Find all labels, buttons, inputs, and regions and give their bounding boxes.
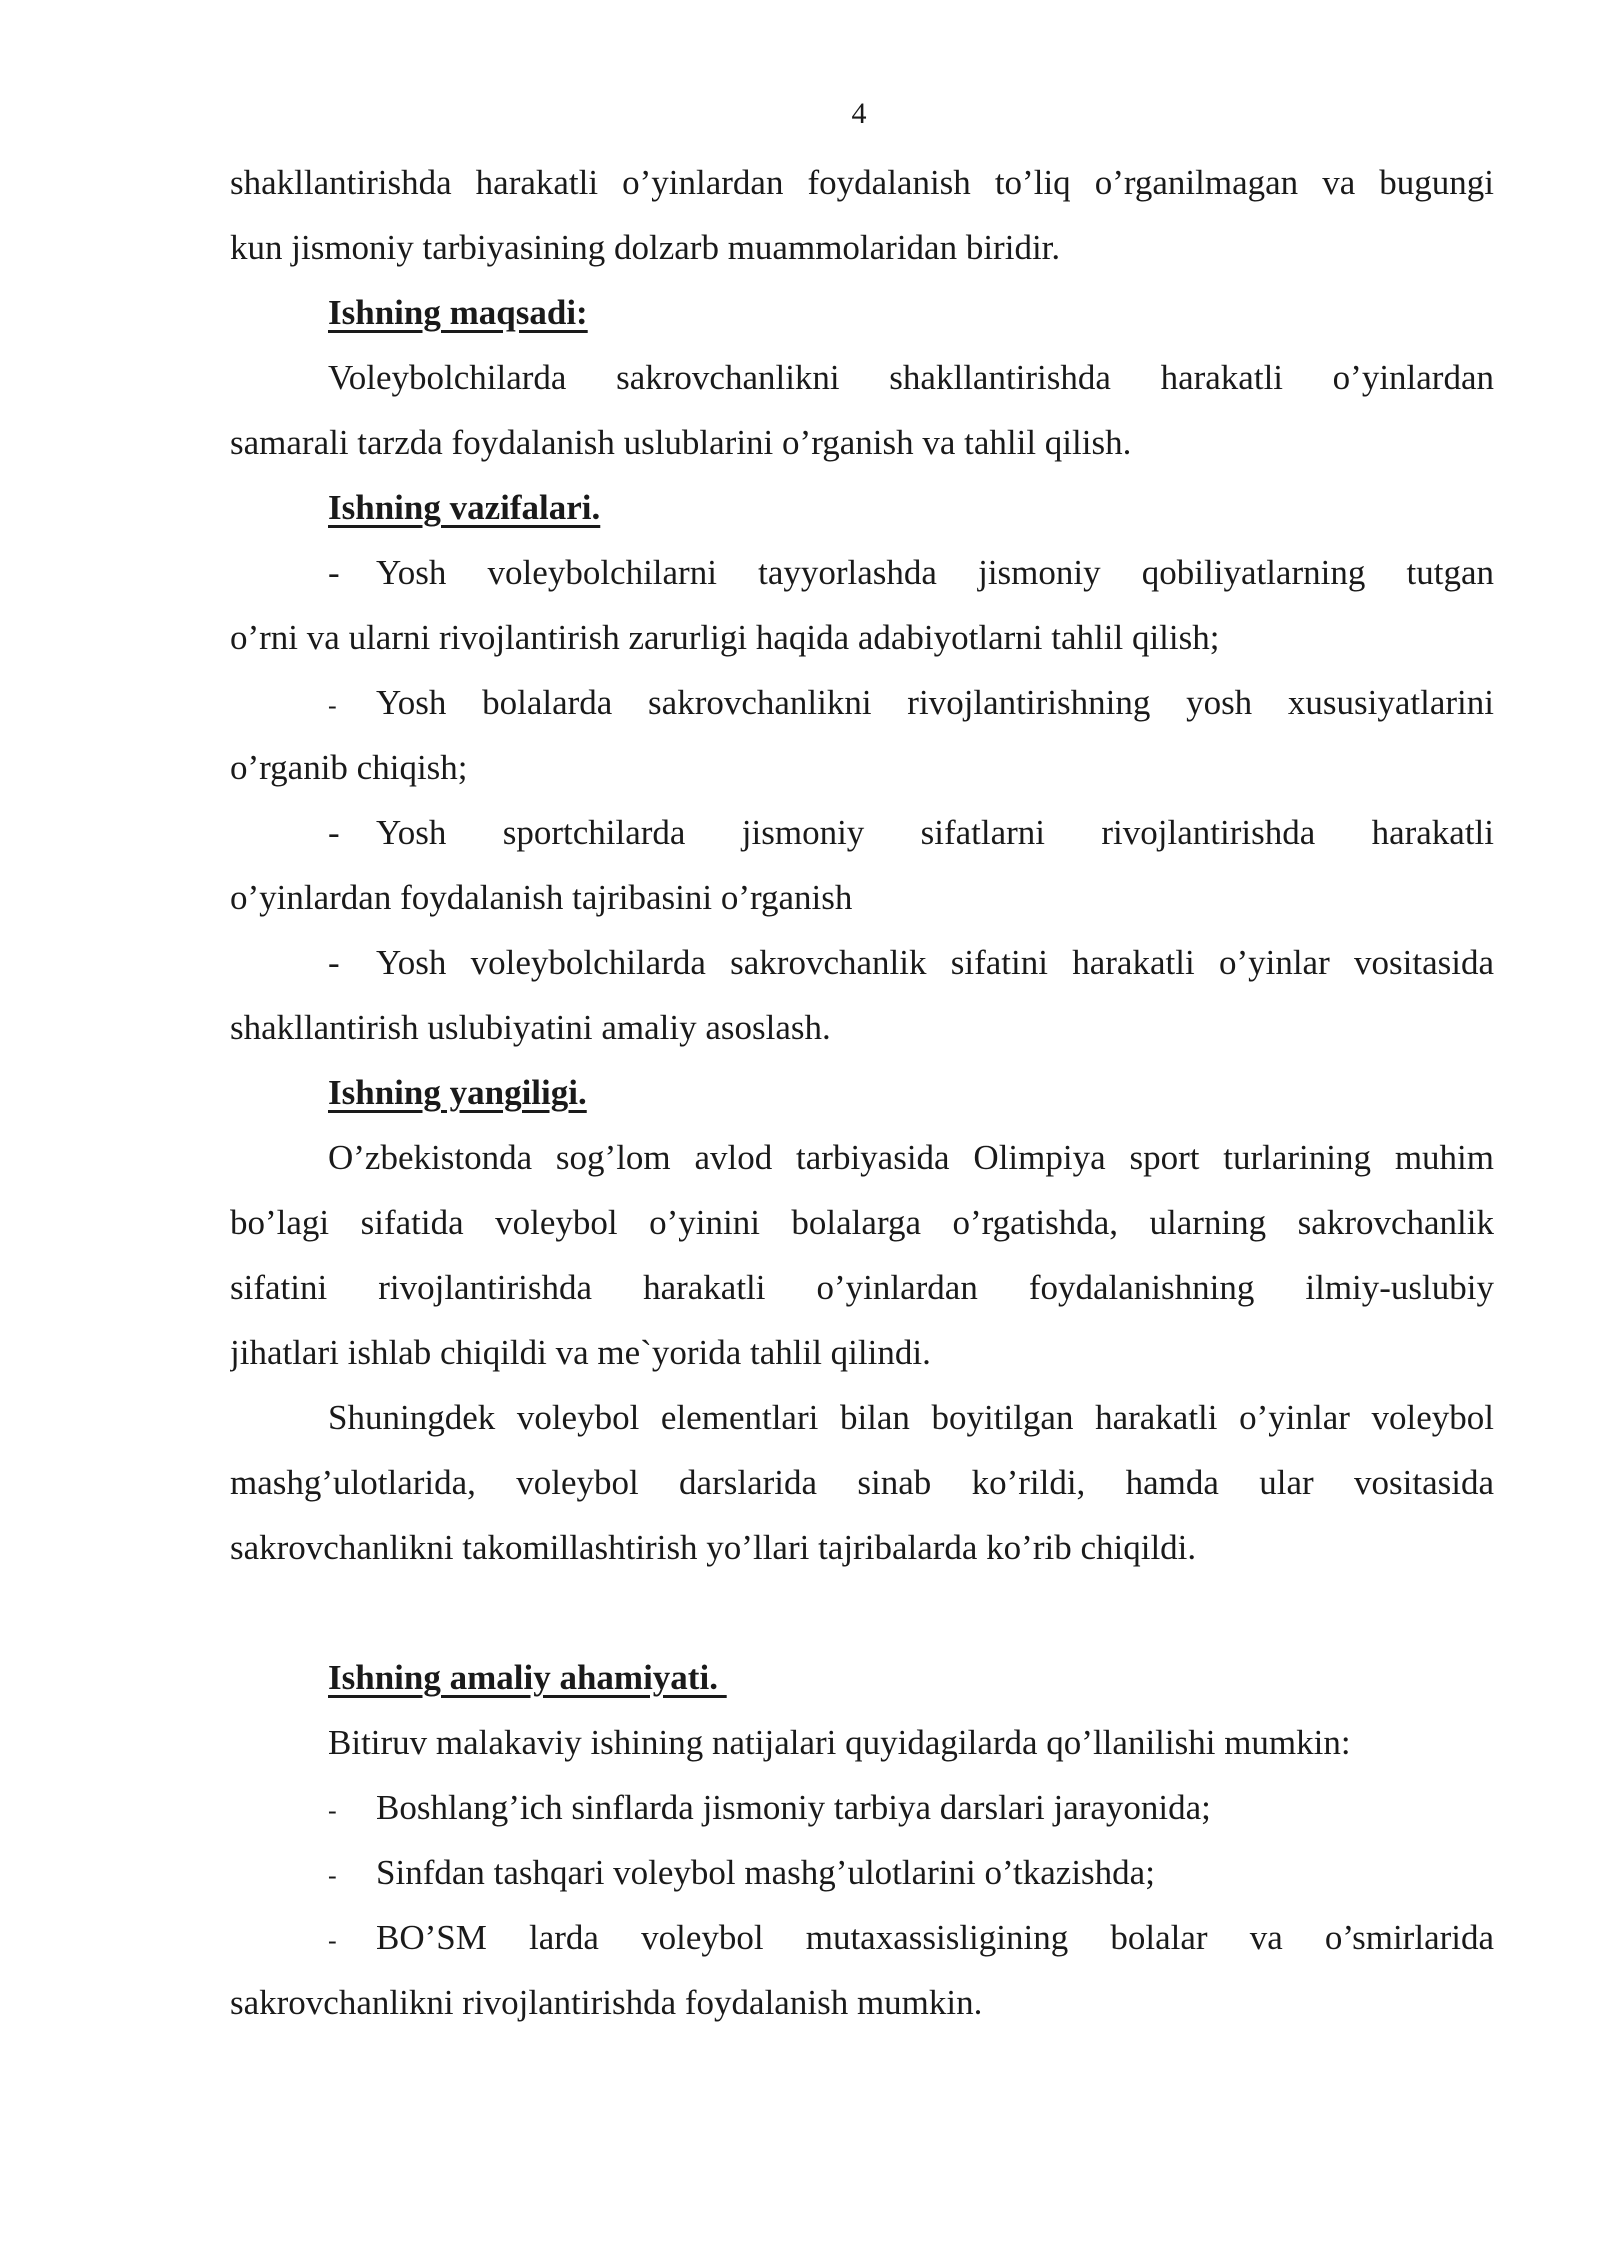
word: voleybol bbox=[641, 1918, 764, 1957]
list-item-text: Yosh sportchilarda jismoniy sifatlarni rivojlantirishda harakatli bbox=[376, 813, 1494, 852]
bullet-dash: - bbox=[328, 1861, 337, 1890]
list-item-text: Yosh voleybolchilarda sakrovchanlik sifatini harakatli o’yinlar vositasida bbox=[376, 943, 1494, 982]
page-body bbox=[230, 150, 1494, 2035]
heading-text: Ishning vazifalari. bbox=[328, 488, 601, 527]
paragraph-line: sakrovchanlikni takomillashtirish yo’llari tajribalarda ko’rib chiqildi. bbox=[230, 1528, 1197, 1567]
bullet-dash: - bbox=[328, 691, 337, 720]
list-item-continuation: o’yinlardan foydalanish tajribasini o’rganish bbox=[230, 878, 853, 917]
paragraph-line: Bitiruv malakaviy ishining natijalari quyidagilarda qo’llanilishi mumkin: bbox=[328, 1723, 1351, 1762]
bullet-dash: - bbox=[328, 1926, 337, 1955]
paragraph-line: kun jismoniy tarbiyasining dolzarb muammolaridan biridir. bbox=[230, 228, 1061, 267]
heading-text: Ishning maqsadi: bbox=[328, 293, 588, 332]
paragraph-line: Shuningdek voleybol elementlari bilan boyitilgan harakatli o’yinlar voleybol bbox=[328, 1398, 1494, 1437]
paragraph-line: Voleybolchilarda sakrovchanlikni shakllantirishda harakatli o’yinlardan bbox=[328, 358, 1494, 397]
bullet-dash: - bbox=[328, 813, 340, 852]
bullet-dash: - bbox=[328, 1796, 337, 1825]
word: mutaxassisligining bbox=[805, 1918, 1069, 1957]
heading-text: Ishning amaliy ahamiyati. bbox=[328, 1658, 727, 1697]
list-item bbox=[230, 930, 1494, 995]
bullet-dash: - bbox=[328, 943, 340, 982]
word: BO’SM bbox=[376, 1918, 487, 1957]
section-heading-vazifalar bbox=[230, 475, 1494, 540]
list-item bbox=[230, 1775, 1494, 1840]
paragraph-line: mashg’ulotlarida, voleybol darslarida sinab ko’rildi, hamda ular vositasida bbox=[230, 1463, 1494, 1502]
list-item-continuation: o’rni va ularni rivojlantirish zarurligi haqida adabiyotlarni tahlil qilish; bbox=[230, 618, 1220, 657]
paragraph-line: O’zbekistonda sog’lom avlod tarbiyasida Olimpiya sport turlarining muhim bbox=[328, 1138, 1494, 1177]
list-item-text: Boshlang’ich sinflarda jismoniy tarbiya darslari jarayonida; bbox=[376, 1788, 1211, 1827]
list-item bbox=[230, 800, 1494, 865]
paragraph-line: bo’lagi sifatida voleybol o’yinini bolalarga o’rgatishda, ularning sakrovchanlik bbox=[230, 1203, 1494, 1242]
list-item-text bbox=[376, 1905, 1494, 1970]
word: larda bbox=[529, 1918, 599, 1957]
list-item-continuation: sakrovchanlikni rivojlantirishda foydalanish mumkin. bbox=[230, 1983, 983, 2022]
list-item bbox=[230, 1840, 1494, 1905]
section-heading-maqsad bbox=[230, 280, 1494, 345]
list-item bbox=[230, 670, 1494, 735]
word: o’smirlarida bbox=[1324, 1918, 1494, 1957]
list-item bbox=[230, 540, 1494, 605]
section-heading-amaliy bbox=[230, 1645, 1494, 1710]
bullet-dash: - bbox=[328, 553, 340, 592]
paragraph-line: sifatini rivojlantirishda harakatli o’yinlardan foydalanishning ilmiy-uslubiy bbox=[230, 1268, 1494, 1307]
heading-text: Ishning yangiligi. bbox=[328, 1073, 587, 1112]
list-item-text: Yosh bolalarda sakrovchanlikni rivojlantirishning yosh xususiyatlarini bbox=[376, 683, 1494, 722]
list-item-text: Yosh voleybolchilarni tayyorlashda jismoniy qobiliyatlarning tutgan bbox=[376, 553, 1494, 592]
section-heading-yangilik bbox=[230, 1060, 1494, 1125]
paragraph-line: samarali tarzda foydalanish uslublarini o’rganish va tahlil qilish. bbox=[230, 423, 1132, 462]
list-item-continuation: shakllantirish uslubiyatini amaliy asoslash. bbox=[230, 1008, 831, 1047]
list-item bbox=[230, 1905, 1494, 1970]
list-item-continuation: o’rganib chiqish; bbox=[230, 748, 468, 787]
paragraph-line: jihatlari ishlab chiqildi va me`yorida tahlil qilindi. bbox=[230, 1333, 931, 1372]
page-number: 4 bbox=[851, 97, 867, 130]
list-item-text: Sinfdan tashqari voleybol mashg’ulotlarini o’tkazishda; bbox=[376, 1853, 1155, 1892]
word: bolalar bbox=[1110, 1918, 1208, 1957]
blank-line bbox=[230, 1580, 1494, 1645]
paragraph-line: shakllantirishda harakatli o’yinlardan foydalanish to’liq o’rganilmagan va bugungi bbox=[230, 163, 1494, 202]
word: va bbox=[1249, 1918, 1283, 1957]
